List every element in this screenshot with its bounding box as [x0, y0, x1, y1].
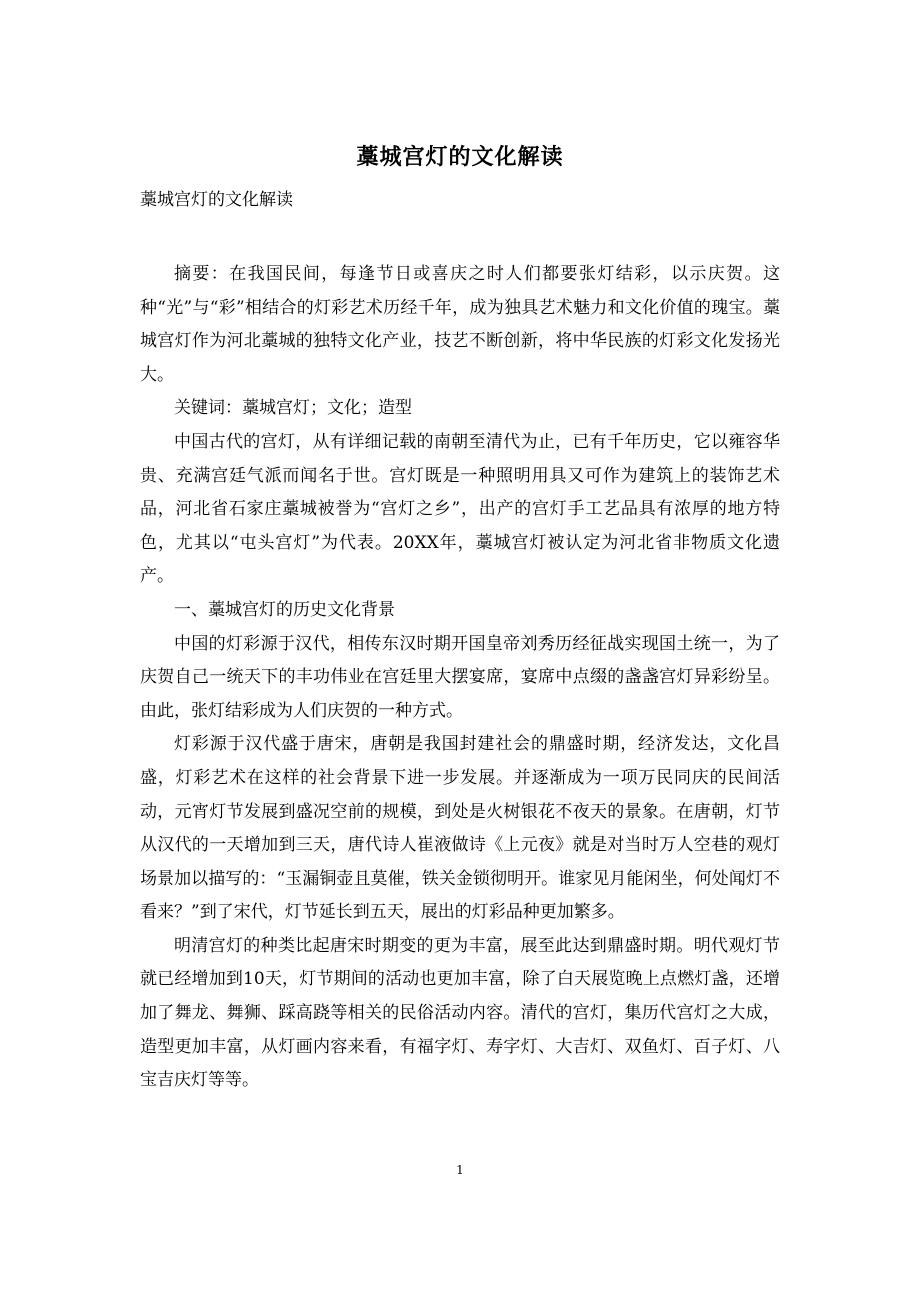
body-paragraph: 中国古代的宫灯，从有详细记载的南朝至清代为止，已有千年历史，它以雍容华贵、充满宫廷气派而闻名于世。宫灯既是一种照明用具又可作为建筑上的装饰艺术品，河北省石家庄藁城被誉为“宫灯之乡”，出产的宫灯手工艺品具有浓厚的地方特色，尤其以“屯头宫灯”为代表。20XX年，藁城宫灯被认定为河北省非物质文化遗产。 — [140, 431, 780, 587]
document-title: 藁城宫灯的文化解读 — [356, 144, 564, 170]
keywords-paragraph: 关键词：藁城宫灯；文化；造型 — [174, 398, 412, 419]
abstract-paragraph: 摘要：在我国民间，每逢节日或喜庆之时人们都要张灯结彩，以示庆贺。这种“光”与“彩”相结合的灯彩艺术历经千年，成为独具艺术魅力和文化价值的瑰宝。藁城宫灯作为河北藁城的独特文化产业，技艺不断创新，将中华民族的灯彩文化发扬光大。 — [140, 264, 780, 385]
section-heading: 一、藁城宫灯的历史文化背景 — [174, 599, 395, 620]
document-subtitle: 藁城宫灯的文化解读 — [140, 190, 293, 210]
document-body — [140, 258, 780, 1098]
page-number: 1 — [456, 1163, 464, 1177]
body-paragraph: 中国的灯彩源于汉代，相传东汉时期开国皇帝刘秀历经征战实现国土统一，为了庆贺自己一统天下的丰功伟业在宫廷里大摆宴席，宴席中点缀的盏盏宫灯异彩纷呈。由此，张灯结彩成为人们庆贺的一种方式。 — [140, 633, 780, 721]
body-paragraph: 灯彩源于汉代盛于唐宋，唐朝是我国封建社会的鼎盛时期，经济发达，文化昌盛，灯彩艺术在这样的社会背景下进一步发展。并逐渐成为一项万民同庆的民间活动，元宵灯节发展到盛况空前的规模，到处是火树银花不夜天的景象。在唐朝，灯节从汉代的一天增加到三天，唐代诗人崔液做诗《上元夜》就是对当时万人空巷的观灯场景加以描写的：“玉漏铜壶且莫催，铁关金锁彻明开。谁家见月能闲坐，何处闻灯不看来？”到了宋代，灯节延长到五天，展出的灯彩品种更加繁多。 — [140, 734, 780, 923]
body-paragraph: 明清宫灯的种类比起唐宋时期变的更为丰富，展至此达到鼎盛时期。明代观灯节就已经增加到10天，灯节期间的活动也更加丰富，除了白天展览晚上点燃灯盏，还增加了舞龙、舞狮、踩高跷等相关的民俗活动内容。清代的宫灯，集历代宫灯之大成，造型更加丰富，从灯画内容来看，有福字灯、寿字灯、大吉灯、双鱼灯、百子灯、八宝吉庆灯等等。 — [140, 935, 780, 1091]
